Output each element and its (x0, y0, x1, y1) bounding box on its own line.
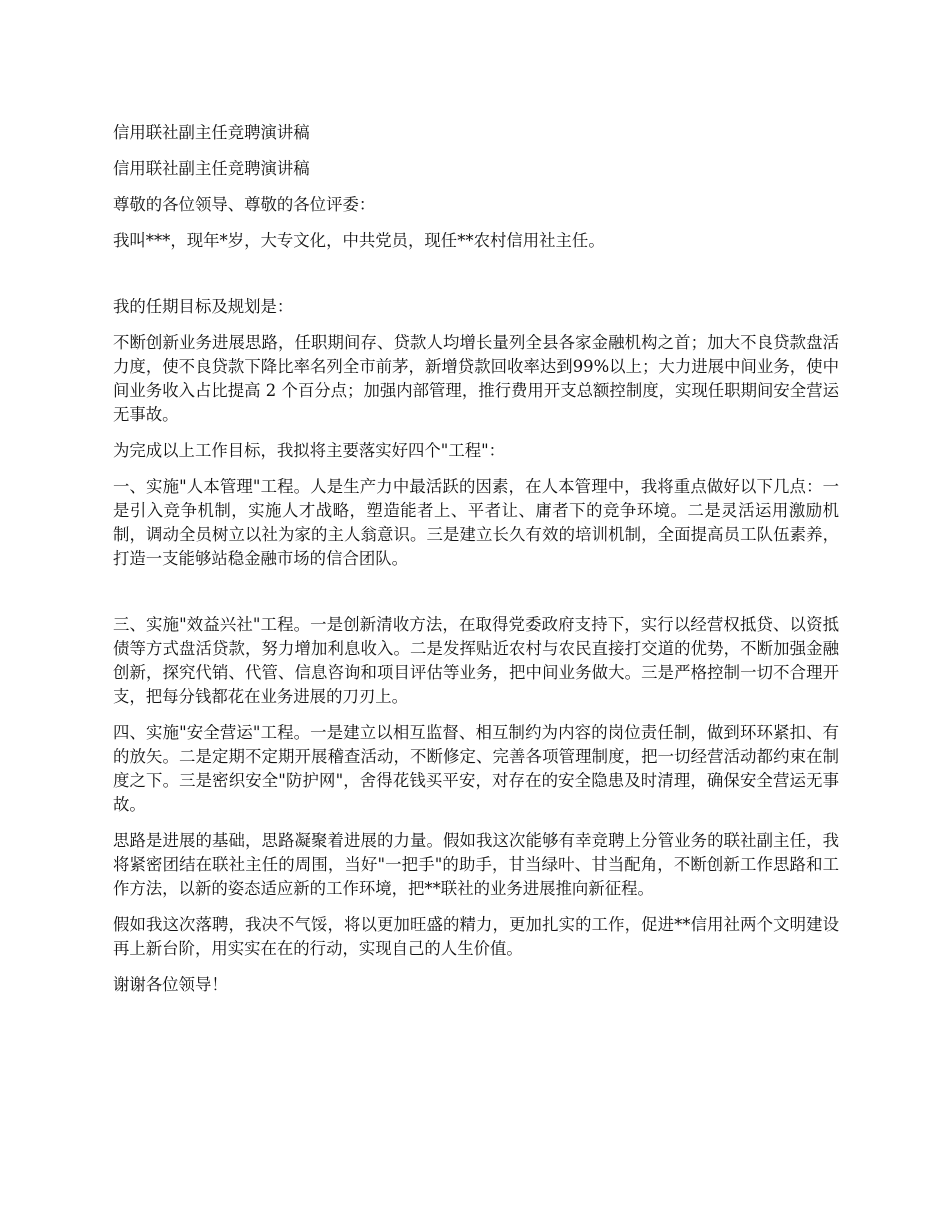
document-title: 信用联社副主任竞聘演讲稿 (113, 123, 310, 142)
if-not-selected-paragraph: 假如我这次落聘，我决不气馁，将以更加旺盛的精力，更加扎实的工作，促进**信用社两个文明建设再上新台阶，用实实在在的行动，实现自己的人生价值。 (113, 915, 839, 958)
goals-paragraph: 不断创新业务进展思路，任职期间存、贷款人均增长量列全县各家金融机构之首；加大不良贷款盘活力度，使不良贷款下降比率名列全市前茅，新增贷款回收率达到99%以上；大力进展中间业务，使中间业务收入占比提高 2 个百分点；加强内部管理，推行费用开支总额控制度，实现任职期间安全营运无事故。 (113, 333, 839, 424)
plan-intro: 为完成以上工作目标，我拟将主要落实好四个"工程"： (113, 441, 506, 460)
self-introduction: 我叫***，现年*岁，大专文化，中共党员，现任**农村信用社主任。 (113, 231, 605, 250)
thinking-paragraph: 思路是进展的基础，思路凝聚着进展的力量。假如我这次能够有幸竞聘上分管业务的联社副主任，我将紧密团结在联社主任的周围，当好"一把手"的助手，甘当绿叶、甘当配角，不断创新工作思路和工作方法，以新的姿态适应新的工作环境，把**联社的业务进展推向新征程。 (113, 831, 839, 898)
closing-thanks: 谢谢各位领导！ (113, 975, 228, 994)
project-three-paragraph: 三、实施"效益兴社"工程。一是创新清收方法，在取得党委政府支持下，实行以经营权抵贷、以资抵债等方式盘活贷款，努力增加利息收入。二是发挥贴近农村与农民直接打交道的优势，不断加强金融创新，探究代销、代管、信息咨询和项目评估等业务，把中间业务做大。三是严格控制一切不合理开支，把每分钱都花在业务进展的刀刃上。 (113, 615, 839, 706)
project-four-paragraph: 四、实施"安全营运"工程。一是建立以相互监督、相互制约为内容的岗位责任制，做到环环紧扣、有的放矢。二是定期不定期开展稽查活动，不断修定、完善各项管理制度，把一切经营活动都约束在制度之下。三是密织安全"防护网"，舍得花钱买平安，对存在的安全隐患及时清理，确保安全营运无事故。 (113, 723, 839, 814)
goals-heading: 我的任期目标及规划是： (113, 297, 294, 316)
paragraph-spacer (113, 583, 839, 613)
greeting: 尊敬的各位领导、尊敬的各位评委： (113, 195, 376, 214)
paragraph-spacer (113, 265, 839, 295)
document-subtitle: 信用联社副主任竞聘演讲稿 (113, 159, 310, 178)
document-page (113, 121, 839, 1009)
project-one-paragraph: 一、实施"人本管理"工程。人是生产力中最活跃的因素，在人本管理中，我将重点做好以下几点：一是引入竞争机制，实施人才战略，塑造能者上、平者让、庸者下的竞争环境。二是灵活运用激励机制，调动全员树立以社为家的主人翁意识。三是建立长久有效的培训机制，全面提高员工队伍素养，打造一支能够站稳金融市场的信合团队。 (113, 477, 839, 568)
